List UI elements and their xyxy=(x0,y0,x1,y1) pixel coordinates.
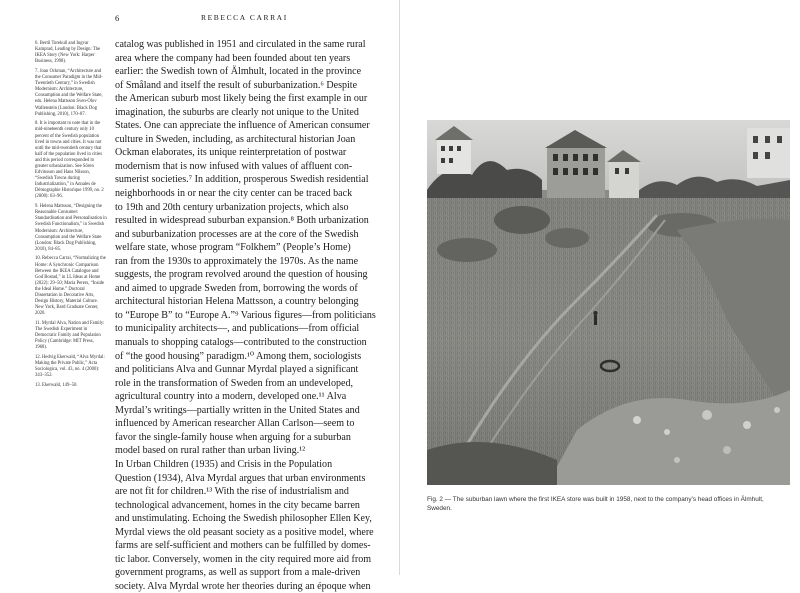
text-line: ran from the 1930s to approximately the 1970s. As the name xyxy=(115,255,359,267)
text-line: neighborhoods in or near the city center can be traced back xyxy=(115,188,353,200)
text-line: technological advancement, homes in the city became barren xyxy=(115,499,360,511)
text-line: and unstimulating. Echoing the Swedish philosopher Ellen Key, xyxy=(115,513,372,525)
text-line: of “the good housing” paradigm.¹⁰ Among them, sociologists xyxy=(115,350,362,362)
text-line: society. Alva Myrdal wrote her theories during an époque when xyxy=(115,580,371,592)
text-line: and suburbanization processes are at the core of the Swedish xyxy=(115,228,359,240)
text-line: the American suburb most likely being the first example in our xyxy=(115,93,368,105)
text-line: model based on rural rather than urban living.¹² xyxy=(115,445,306,457)
text-line: catalog was published in 1951 and circulated in the same rural xyxy=(115,39,366,50)
text-line: agricultural country into a modern, developed one.¹¹ Alva xyxy=(115,391,347,403)
text-line: modernism that is now infused with values of affluent con- xyxy=(115,160,353,172)
footnote: 6. Bertil Torekull and Ingvar Kamprad, Leading by Design: The IKEA Story (New York: Harper Business, 1998). xyxy=(35,41,101,65)
text-line: to municipality architects—, and publications—from official xyxy=(115,323,360,335)
footnote: 11. Myrdal Alva, Nation and Family: The Swedish Experiment in Democratic Family and Population Policy (Cambridge: MIT Press, 1968). xyxy=(35,321,105,351)
text-line: earlier: the Swedish town of Älmhult, located in the province xyxy=(115,66,362,78)
footnote: 7. Joan Ockman, “Architecture and the Consumer Paradigm in the Mid-Twentieth Century,” in Swedish Modernism: Architecture, Consumption and the Welfare State, eds. Helena Mattsson Sven-Olov Wallenstein (London: Black Dog Publishing, 2010), 170–87. xyxy=(35,68,103,117)
text-line: are not fit for children.¹³ With the rise of industrialism and xyxy=(115,486,349,498)
text-line: farms are self-sufficient and mothers can be fulfilled by domes- xyxy=(115,540,371,552)
text-line: sumerist societies.⁷ In addition, prosperous Swedish residential xyxy=(115,174,369,186)
text-line: States. One can appreciate the influence of American consumer xyxy=(115,120,370,132)
page-number: 6 xyxy=(115,13,120,23)
footnotes-column xyxy=(35,41,107,393)
text-line: In Urban Children (1935) and Crisis in the Population xyxy=(115,458,333,470)
text-line: area where the company had been founded about ten years xyxy=(115,52,351,64)
text-line: imagination, the suburbs are clearly not unique to the United xyxy=(115,106,359,118)
text-line: government programs, as well as support from a male-driven xyxy=(115,567,361,579)
text-line: to 19th and 20th century urbanization projects, which also xyxy=(115,201,349,213)
text-line: Ockman elaborates, its unique reinterpretation of postwar xyxy=(115,147,347,159)
body-text xyxy=(115,38,388,593)
figure-caption: Fig. 2 — The suburban lawn where the first IKEA store was built in 1958, next to the company’s head offices in Älmhult, Sweden. xyxy=(427,496,764,512)
text-line: to “Europe B” to “Europe A.”⁹ Various figures—from politicians xyxy=(115,309,376,321)
footnote: 8. It is important to note that in the mid-nineteenth century only 10 percent of the Swedish population lived in towns and cities. It was not until the mid-twentieth century that half of the population lived in cities and this period corresponded to greater urbanization. See Sören Edvinsson and Hans Nilsson, “Swedish Towns during Industrialization,” in Annales de Démographie Historique 1999, no. 2 (2000): 63–96. xyxy=(35,121,104,200)
text-line: and aimed to upgrade Sweden from, borrowing the words of xyxy=(115,282,358,294)
text-line: resulted in widespread suburban expansion.⁸ Both urbanization xyxy=(115,215,369,227)
text-line: welfare state, whose program “Folkhem” (People’s Home) xyxy=(115,242,351,254)
suburban-lawn-photo xyxy=(427,120,790,485)
text-line: suggests, the program revolved around the question of housing xyxy=(115,269,368,281)
text-line: influenced by American researcher Allan Carlson—seem to xyxy=(115,418,355,430)
text-line: architectural historian Helena Mattsson, a country belonging xyxy=(115,296,359,308)
text-line: Myrdal’s writings—partially written in the United States and xyxy=(115,404,360,416)
text-line: role in the transformation of Sweden from an undeveloped, xyxy=(115,377,353,389)
text-line: of Småland and itself the result of suburbanization.⁶ Despite xyxy=(115,79,358,91)
footnote: 13. Ekerwald, 149–50. xyxy=(35,383,78,389)
footnote: 12. Hedvig Ekerwald, “Alva Myrdal: Making the Private Public,” Acta Sociologica, vol. 43, no. 4 (2000): 343–352. xyxy=(35,355,105,379)
text-line: and politicians Alva and Gunnar Myrdal played a significant xyxy=(115,364,359,376)
text-line: manuals to shopping catalogs—contributed to the construction xyxy=(115,337,367,349)
running-head xyxy=(115,13,385,25)
left-page xyxy=(0,0,399,592)
text-line: favor the single-family house when arguing for a suburban xyxy=(115,431,351,443)
text-line: Question (1934), Alva Myrdal argues that urban environments xyxy=(115,472,366,484)
running-title: REBECCA CARRAI xyxy=(201,13,288,22)
footnote: 9. Helena Mattsson, “Designing the Reasonable Consumer: Standardisation and Personalisation in Swedish Functionalism,” in Swedish Modernism: Architecture, Consumption and the Welfare State (London: Black Dog Publishing, 2010), 84–85. xyxy=(35,204,107,252)
text-line: culture in Sweden, including, as architectural historian Joan xyxy=(115,133,356,145)
text-line: tic labor. Conversely, women in the city required more aid from xyxy=(115,553,372,565)
footnote: 10. Rebecca Carrai, “Normalizing the Home: A Synchronic Comparison Between the IKEA Catalogue and God Bostad,” in I.L Ideas at Home (2022): 29–50; Maria Perers, “Inside the Ideal Home.” Doctoral Dissertation in Decorative Arts, Design History, Material Culture. New York, Bard Graduate Center, 2020. xyxy=(35,256,106,317)
right-page xyxy=(400,0,800,575)
text-line: Myrdal views the old peasant society as a positive model, where xyxy=(115,526,374,538)
